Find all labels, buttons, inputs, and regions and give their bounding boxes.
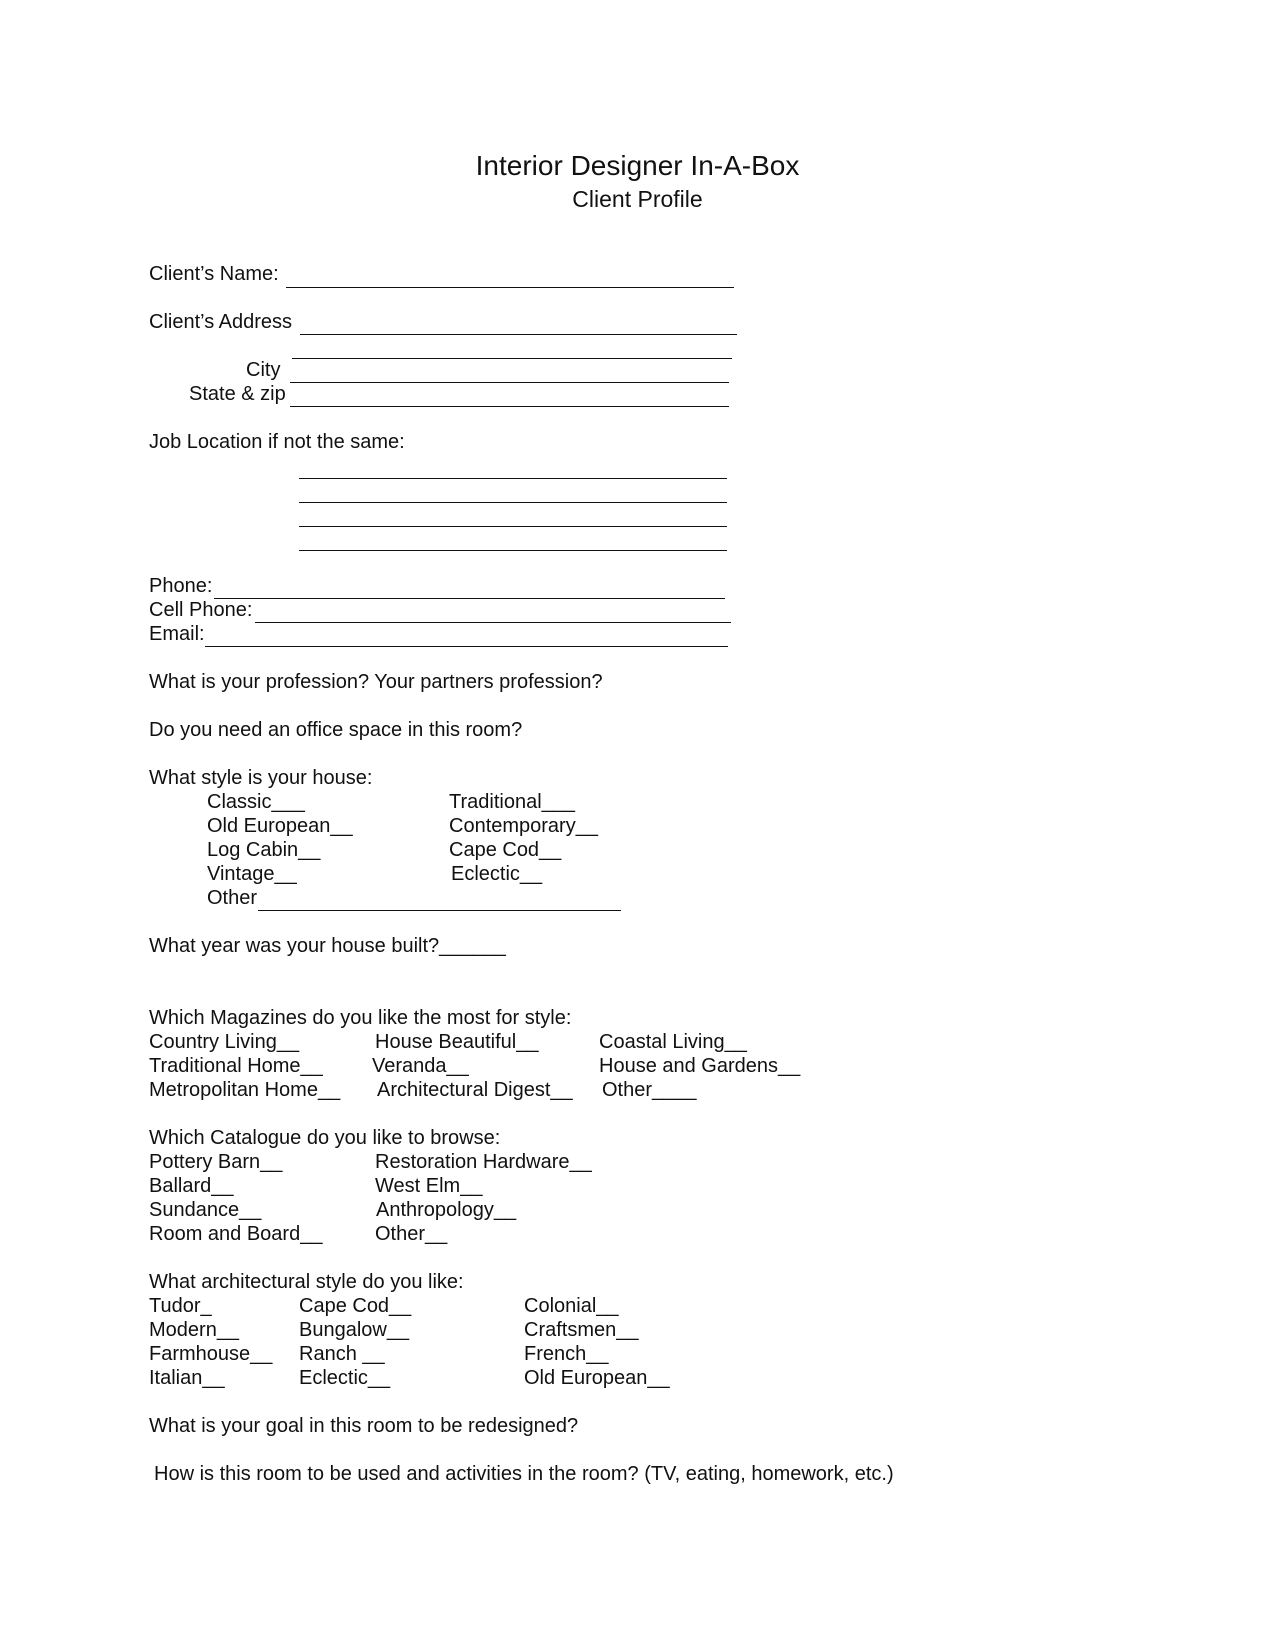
job-location-label: Job Location if not the same:	[149, 431, 405, 453]
house-style-classic: Classic___	[207, 791, 305, 813]
architectural-question: What architectural style do you like:	[149, 1271, 464, 1293]
job-location-field-1[interactable]	[299, 478, 727, 479]
arch-style-craftsmen: Craftsmen__	[524, 1319, 639, 1341]
profession-question: What is your profession? Your partners profession?	[149, 671, 603, 693]
arch-style-cape-cod: Cape Cod__	[299, 1295, 412, 1317]
house-style-other: Other	[207, 887, 258, 909]
catalogue-ballard: Ballard__	[149, 1175, 234, 1197]
arch-style-ranch: Ranch __	[299, 1343, 385, 1365]
office-space-question: Do you need an office space in this room?	[149, 719, 523, 741]
job-location-field-4[interactable]	[299, 550, 727, 551]
arch-style-french: French__	[524, 1343, 609, 1365]
cell-phone-field[interactable]	[255, 622, 731, 623]
state-zip-label: State & zip	[189, 383, 286, 405]
phone-field[interactable]	[214, 598, 725, 599]
arch-style-modern: Modern__	[149, 1319, 240, 1341]
house-style-cape-cod: Cape Cod__	[449, 839, 562, 861]
magazine-traditional-home: Traditional Home__	[149, 1055, 323, 1077]
house-style-log-cabin: Log Cabin__	[207, 839, 321, 861]
catalogue-restoration-hardware: Restoration Hardware__	[375, 1151, 592, 1173]
catalogue-anthropology: Anthropology__	[376, 1199, 517, 1221]
goal-question: What is your goal in this room to be redesigned?	[149, 1415, 579, 1437]
house-style-contemporary: Contemporary__	[449, 815, 598, 837]
magazine-veranda: Veranda__	[372, 1055, 469, 1077]
clients-name-label: Client’s Name:	[149, 263, 279, 285]
arch-style-italian: Italian__	[149, 1367, 225, 1389]
house-style-traditional: Traditional___	[449, 791, 576, 813]
arch-style-farmhouse: Farmhouse__	[149, 1343, 273, 1365]
catalogue-west-elm: West Elm__	[375, 1175, 483, 1197]
magazine-metropolitan-home: Metropolitan Home__	[149, 1079, 341, 1101]
house-style-old-european: Old European__	[207, 815, 353, 837]
catalogue-other: Other__	[375, 1223, 448, 1245]
usage-question: How is this room to be used and activities in the room? (TV, eating, homework, etc.)	[154, 1463, 894, 1485]
job-location-field-2[interactable]	[299, 502, 727, 503]
catalogue-question: Which Catalogue do you like to browse:	[149, 1127, 501, 1149]
arch-style-tudor: Tudor_	[149, 1295, 212, 1317]
magazine-house-and-gardens: House and Gardens__	[599, 1055, 801, 1077]
house-style-other-field[interactable]	[258, 910, 621, 911]
catalogue-sundance: Sundance__	[149, 1199, 262, 1221]
phone-label: Phone:	[149, 575, 213, 597]
house-style-question: What style is your house:	[149, 767, 373, 789]
cell-phone-label: Cell Phone:	[149, 599, 253, 621]
city-field[interactable]	[290, 382, 729, 383]
magazine-coastal-living: Coastal Living__	[599, 1031, 747, 1053]
magazines-question: Which Magazines do you like the most for style:	[149, 1007, 572, 1029]
arch-style-colonial: Colonial__	[524, 1295, 619, 1317]
house-style-eclectic: Eclectic__	[451, 863, 543, 885]
page-subtitle: Client Profile	[572, 186, 703, 212]
clients-address-label: Client’s Address	[149, 311, 293, 333]
state-zip-field[interactable]	[290, 406, 729, 407]
catalogue-room-and-board: Room and Board__	[149, 1223, 323, 1245]
email-label: Email:	[149, 623, 205, 645]
magazine-house-beautiful: House Beautiful__	[375, 1031, 539, 1053]
magazine-other: Other____	[602, 1079, 697, 1101]
email-field[interactable]	[205, 646, 728, 647]
city-label: City	[246, 359, 281, 381]
catalogue-pottery-barn: Pottery Barn__	[149, 1151, 283, 1173]
year-built-question: What year was your house built?______	[149, 935, 506, 957]
arch-style-eclectic: Eclectic__	[299, 1367, 391, 1389]
job-location-field-3[interactable]	[299, 526, 727, 527]
arch-style-bungalow: Bungalow__	[299, 1319, 410, 1341]
house-style-vintage: Vintage__	[207, 863, 297, 885]
clients-address-field-2[interactable]	[292, 358, 732, 359]
magazine-country-living: Country Living__	[149, 1031, 300, 1053]
arch-style-old-european: Old European__	[524, 1367, 670, 1389]
page-title: Interior Designer In-A-Box	[475, 150, 800, 181]
clients-address-field-1[interactable]	[300, 334, 737, 335]
clients-name-field[interactable]	[286, 287, 734, 288]
magazine-architectural-digest: Architectural Digest__	[377, 1079, 573, 1101]
